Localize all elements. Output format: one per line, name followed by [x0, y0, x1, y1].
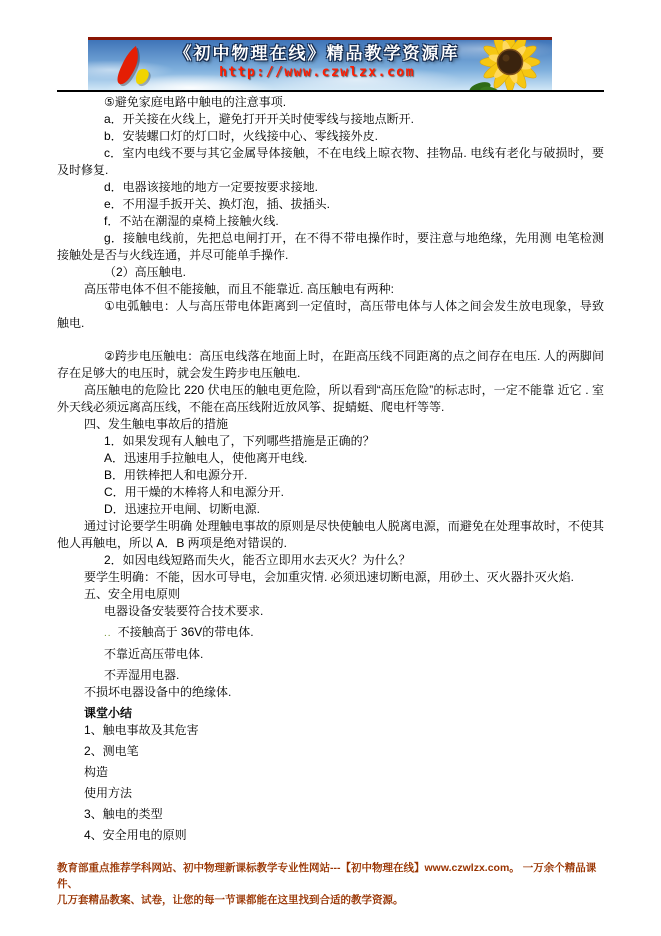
doc-paragraph: 2、测电笔: [84, 744, 139, 758]
doc-paragraph: g．接触电线前，先把总电闸打开，在不得不带电操作时，要注意与地绝缘，先用测 电笔检测接触处是否与火线连通，并尽可能单手操作.: [57, 231, 604, 262]
site-banner: [88, 37, 552, 90]
doc-paragraph: 1、触电事故及其危害: [84, 723, 199, 737]
doc-paragraph: b．安装螺口灯的灯口时，火线接中心、零线接外皮.: [104, 129, 379, 143]
doc-paragraph: a．开关接在火线上，避免打开开关时使零线与接地点断开.: [104, 112, 415, 126]
footer-line-1: 教育部重点推荐学科网站、初中物理新课标教学专业性网站---【初中物理在线】www.czwlzx.com。 一万余个精品课件、: [57, 862, 597, 890]
doc-paragraph: e．不用湿手扳开关、换灯泡，插、拔插头.: [104, 197, 331, 211]
doc-paragraph: C．用干燥的木棒将人和电源分开.: [104, 485, 285, 499]
doc-paragraph: A．迅速用手拉触电人，使他离开电线.: [104, 451, 308, 465]
document-body: [57, 94, 604, 844]
footer-line-2: 几万套精品教案、试卷，让您的每一节课都能在这里找到合适的教学资源。: [57, 894, 404, 906]
doc-paragraph: 高压带电体不但不能接触，而且不能靠近. 高压触电有两种:: [84, 282, 395, 296]
banner-text-block: [168, 44, 466, 81]
doc-paragraph: 不弄湿用电器.: [104, 668, 180, 682]
doc-paragraph: .. 不接触高于 36V的带电体.: [104, 625, 254, 639]
horizontal-divider: [57, 90, 604, 92]
doc-paragraph: ②跨步电压触电：高压电线落在地面上时，在距高压线不同距离的点之间存在电压. 人的两脚间存在足够大的电压时，就会发生跨步电压触电.: [57, 349, 604, 380]
banner-title: 《初中物理在线》精品教学资源库: [174, 44, 460, 64]
doc-paragraph: d．电器该接地的地方一定要按要求接地.: [104, 180, 319, 194]
flame-logo-icon: [110, 42, 158, 88]
spellcheck-dots: ..: [104, 628, 112, 639]
doc-paragraph: B．用铁棒把人和电源分开.: [104, 468, 248, 482]
doc-paragraph: ①电弧触电：人与高压带电体距离到一定值时，高压带电体与人体之间会发生放电现象，导致触电.: [57, 299, 604, 330]
doc-paragraph: 2．如因电线短路而失火，能否立即用水去灭火？为什么？: [104, 553, 411, 567]
doc-paragraph: f．不站在潮湿的桌椅上接触火线.: [104, 214, 279, 228]
doc-paragraph: 课堂小结: [84, 706, 133, 720]
doc-paragraph: 不靠近高压带电体.: [104, 647, 204, 661]
doc-paragraph: 1．如果发现有人触电了，下列哪些措施是正确的？: [104, 434, 375, 448]
doc-paragraph: 电器设备安装要符合技术要求.: [104, 604, 264, 618]
doc-paragraph: 四、发生触电事故后的措施: [84, 417, 229, 431]
doc-paragraph: （2）高压触电.: [104, 265, 187, 279]
doc-paragraph: 通过讨论要学生明确 处理触电事故的原则是尽快使触电人脱离电源，而避免在处理事故时，不使其他人再触电，所以 A．B 两项是绝对错误的.: [57, 519, 604, 550]
doc-paragraph: D．迅速拉开电闸、切断电源.: [104, 502, 261, 516]
doc-paragraph: 高压触电的危险比 220 伏电压的触电更危险，所以看到“高压危险”的标志时，一定不能靠 近它 . 室外天线必须远离高压线，不能在高压线附近放风筝、捉蜻蜓、爬电杆等等.: [57, 383, 604, 414]
doc-paragraph: 五、安全用电原则: [84, 587, 181, 601]
doc-paragraph: 构造: [84, 765, 109, 779]
doc-paragraph: 使用方法: [84, 786, 133, 800]
doc-paragraph: 3、触电的类型: [84, 807, 163, 821]
footer-note: [57, 860, 609, 908]
doc-paragraph: 4、安全用电的原则: [84, 828, 187, 842]
doc-paragraph: 不损坏电器设备中的绝缘体.: [84, 685, 232, 699]
sunflower-icon: [468, 37, 548, 90]
banner-url-link[interactable]: http://www.czwlzx.com: [219, 65, 415, 80]
doc-paragraph: c．室内电线不要与其它金属导体接触，不在电线上晾衣物、挂物品. 电线有老化与破损时，要及时修复.: [57, 146, 604, 177]
doc-paragraph: 要学生明确：不能，因水可导电，会加重灾情. 必须迅速切断电源，用砂土、灭火器扑灭火焰.: [84, 570, 575, 584]
doc-paragraph: ⑤避免家庭电路中触电的注意事项.: [104, 95, 287, 109]
